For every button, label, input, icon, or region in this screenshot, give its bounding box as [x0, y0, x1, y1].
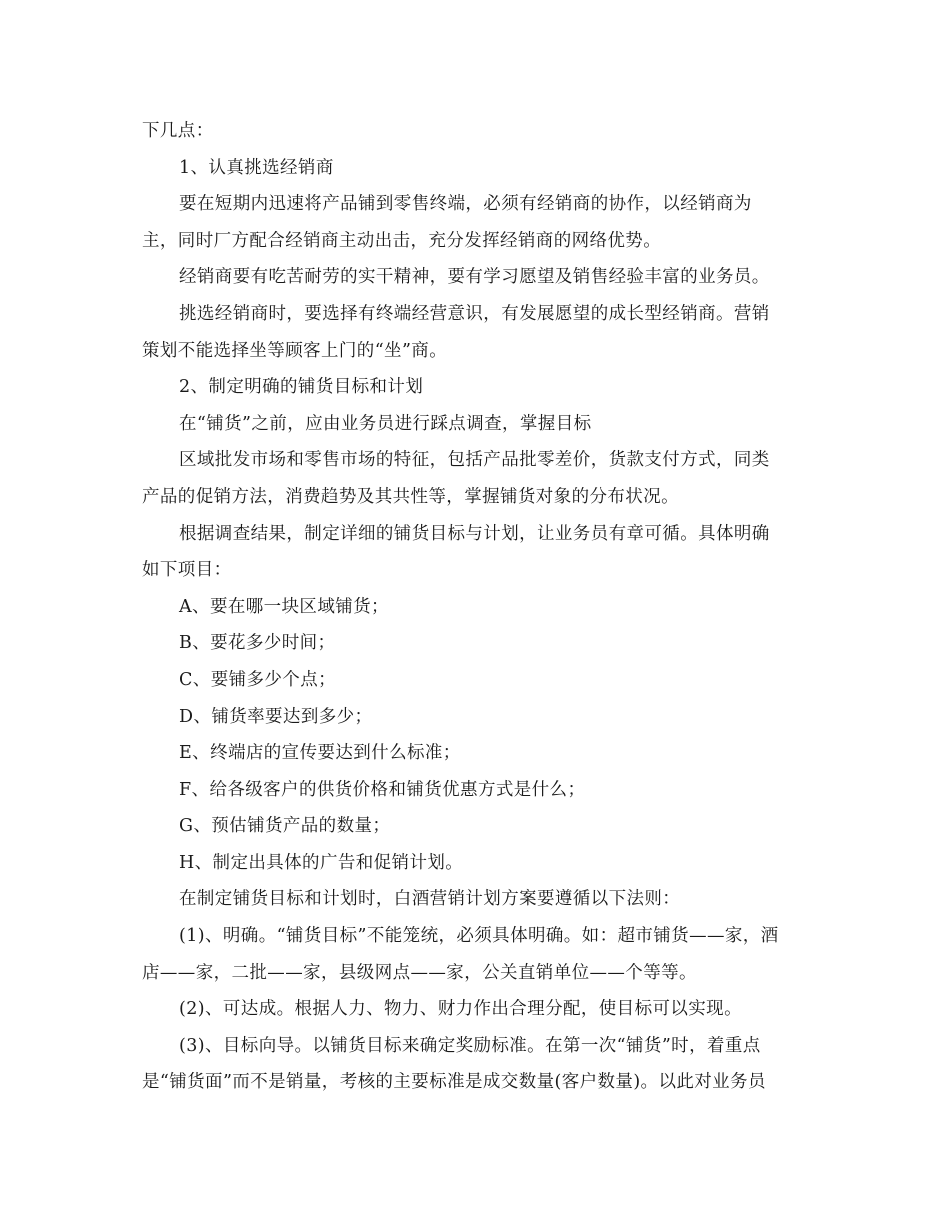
paragraph-line: 主，同时厂方配合经销商主动出击，充分发挥经销商的网络优势。 [142, 230, 662, 251]
paragraph-line: 要在短期内迅速将产品铺到零售终端，必须有经销商的协作，以经销商为 [179, 194, 752, 215]
paragraph-line: 是“铺货面”而不是销量，考核的主要标准是成交数量(客户数量)。以此对业务员 [142, 1072, 766, 1093]
paragraph-line: 产品的促销方法，消费趋势及其共性等，掌握铺货对象的分布状况。 [142, 486, 679, 507]
paragraph-line: 店——家，二批——家，县级网点——家，公关直销单位——个等等。 [142, 962, 697, 983]
paragraph-line: 下几点： [142, 121, 214, 141]
paragraph-line: 如下项目： [142, 560, 232, 581]
paragraph-line: (1)、明确。“铺货目标”不能笼统，必须具体明确。如：超市铺货——家，酒 [179, 926, 779, 947]
paragraph-line: D、铺货率要达到多少； [179, 706, 373, 727]
paragraph-line: G、预估铺货产品的数量； [179, 816, 391, 837]
paragraph-line: 根据调查结果，制定详细的铺货目标与计划，让业务员有章可循。具体明确 [179, 523, 770, 544]
paragraph-line: (2)、可达成。根据人力、物力、财力作出合理分配，使目标可以实现。 [179, 999, 742, 1020]
paragraph-line: F、给各级客户的供货价格和铺货优惠方式是什么； [179, 779, 586, 800]
paragraph-line: (3)、目标向导。以铺货目标来确定奖励标准。在第一次“铺货”时，着重点 [179, 1035, 761, 1056]
paragraph-line: 2、制定明确的铺货目标和计划 [179, 377, 424, 398]
paragraph-line: 1、认真挑选经销商 [179, 157, 334, 178]
paragraph-line: C、要铺多少个点； [179, 669, 336, 690]
document-body [142, 113, 806, 1101]
paragraph-line: 策划不能选择坐等顾客上门的“坐”商。 [142, 340, 448, 361]
paragraph-line: 在“铺货”之前，应由业务员进行踩点调查，掌握目标 [179, 413, 592, 434]
paragraph-line: 经销商要有吃苦耐劳的实干精神，要有学习愿望及销售经验丰富的业务员。 [179, 267, 770, 288]
paragraph-line: A、要在哪一块区域铺货； [179, 596, 389, 617]
paragraph-line: B、要花多少时间； [179, 633, 336, 654]
paragraph-line: E、终端店的宣传要达到什么标准； [179, 743, 461, 764]
paragraph-line: 在制定铺货目标和计划时，白酒营销计划方案要遵循以下法则： [179, 889, 681, 910]
paragraph-line: 区域批发市场和零售市场的特征，包括产品批零差价，货款支付方式，同类 [179, 450, 770, 471]
paragraph-line: 挑选经销商时，要选择有终端经营意识，有发展愿望的成长型经销商。营销 [179, 303, 770, 324]
paragraph-line: H、制定出具体的广告和促销计划。 [179, 852, 464, 873]
